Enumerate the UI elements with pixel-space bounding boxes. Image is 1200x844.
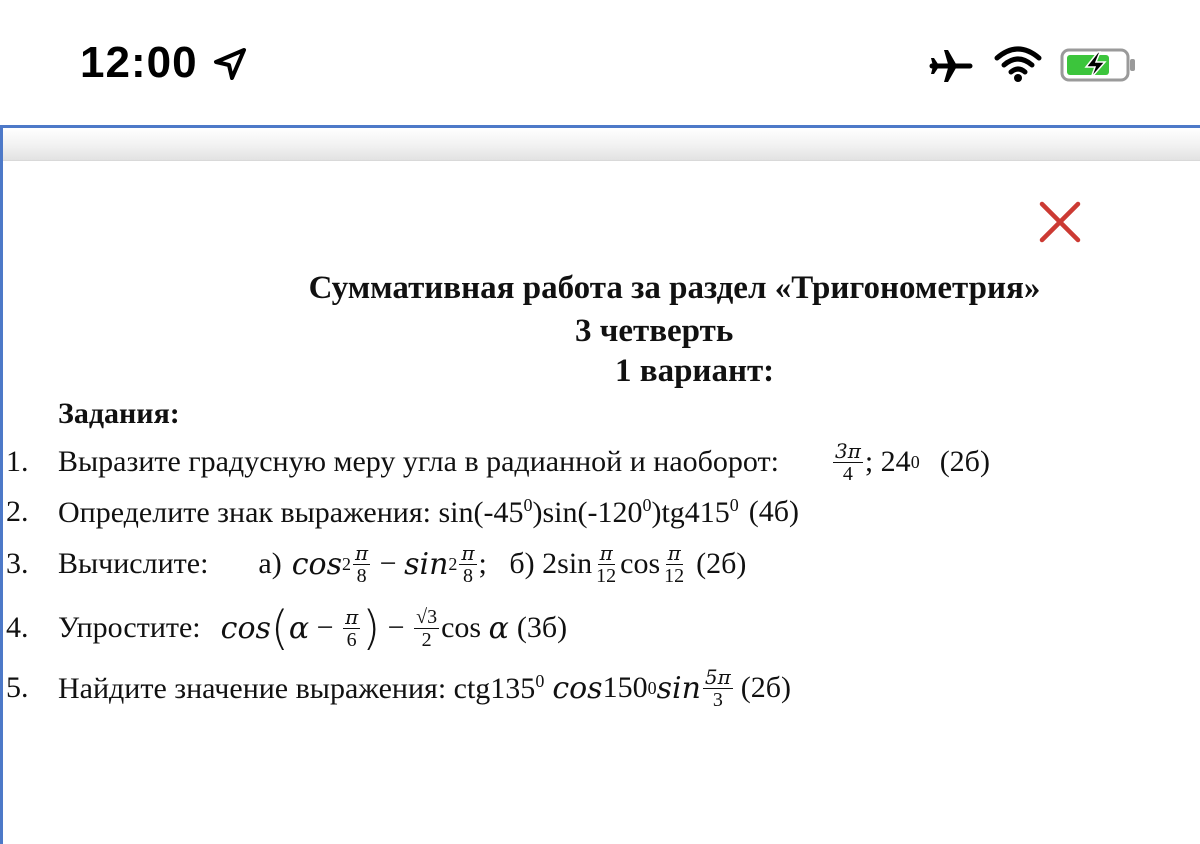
task-points: (2б): [939, 445, 990, 478]
task-item-4: 4. Упростите: cos ( α − $\frac{\pi}{6}$ ) − $\frac{√3}{2}$ cos α (3б): [6, 601, 568, 655]
task-text: Определите знак выражения: $\sin(-45^0)\sin(-120^0)tg415^0$: [58, 494, 739, 529]
task-text: Найдите значение выражения: $ctg135^0$: [58, 670, 545, 705]
task-item-5: 5. Найдите значение выражения: $ctg135^0$ cos 150 0 sin $\frac{5\pi}{3}$ (2б): [6, 664, 792, 711]
task-item-2: [6, 492, 799, 532]
task-text: Упростите:: [58, 611, 201, 644]
task-number: 5.: [6, 671, 29, 704]
battery-charging-icon: [1060, 46, 1140, 84]
wifi-icon: [993, 44, 1043, 84]
status-bar: [0, 0, 1200, 125]
location-arrow-icon: [212, 46, 248, 82]
document-subtitle-quarter: 3 четверть: [575, 313, 734, 349]
task-item-1: 1. Выразите градусную меру угла в радианной и наоборот: $\frac{3\pi}{4}$ ; 24 0 (2б): [6, 438, 990, 485]
task-item-3: 3. Вычислите: а) cos 2 $\frac{\pi}{8}$ − sin 2 $\frac{\pi}{8}$ ; б) 2sin $\frac{\pi}{12}$ cos $\frac{\pi}{12}$ (2б): [6, 540, 747, 587]
task-points: (2б): [740, 671, 792, 704]
document-title: Суммативная работа за раздел «Тригонометрия»: [308, 270, 1041, 306]
task-number: 3.: [6, 547, 29, 580]
task-text: Вычислите:: [58, 547, 209, 580]
viewer-toolbar-strip: [3, 128, 1200, 161]
status-time: 12:00: [80, 38, 198, 87]
task-points: (3б): [516, 611, 568, 644]
airplane-mode-icon: [926, 44, 976, 88]
tasks-heading: Задания:: [58, 397, 180, 430]
fraction: $\frac{3\pi}{4}$: [834, 438, 861, 485]
subtask-b-label: б) 2sin: [509, 547, 593, 580]
document-subtitle-variant: 1 вариант:: [615, 353, 775, 389]
task-number: 4.: [6, 611, 29, 644]
document-viewer: [0, 125, 1200, 844]
task-text: Выразите градусную меру угла в радианной и наоборот:: [58, 445, 779, 478]
task-number: 1.: [6, 445, 29, 478]
task-number: 2.: [6, 495, 29, 528]
close-icon[interactable]: [1036, 198, 1084, 246]
task-points: (4б): [748, 495, 800, 528]
task-points: (2б): [696, 547, 747, 580]
subtask-a-label: а): [258, 547, 282, 580]
